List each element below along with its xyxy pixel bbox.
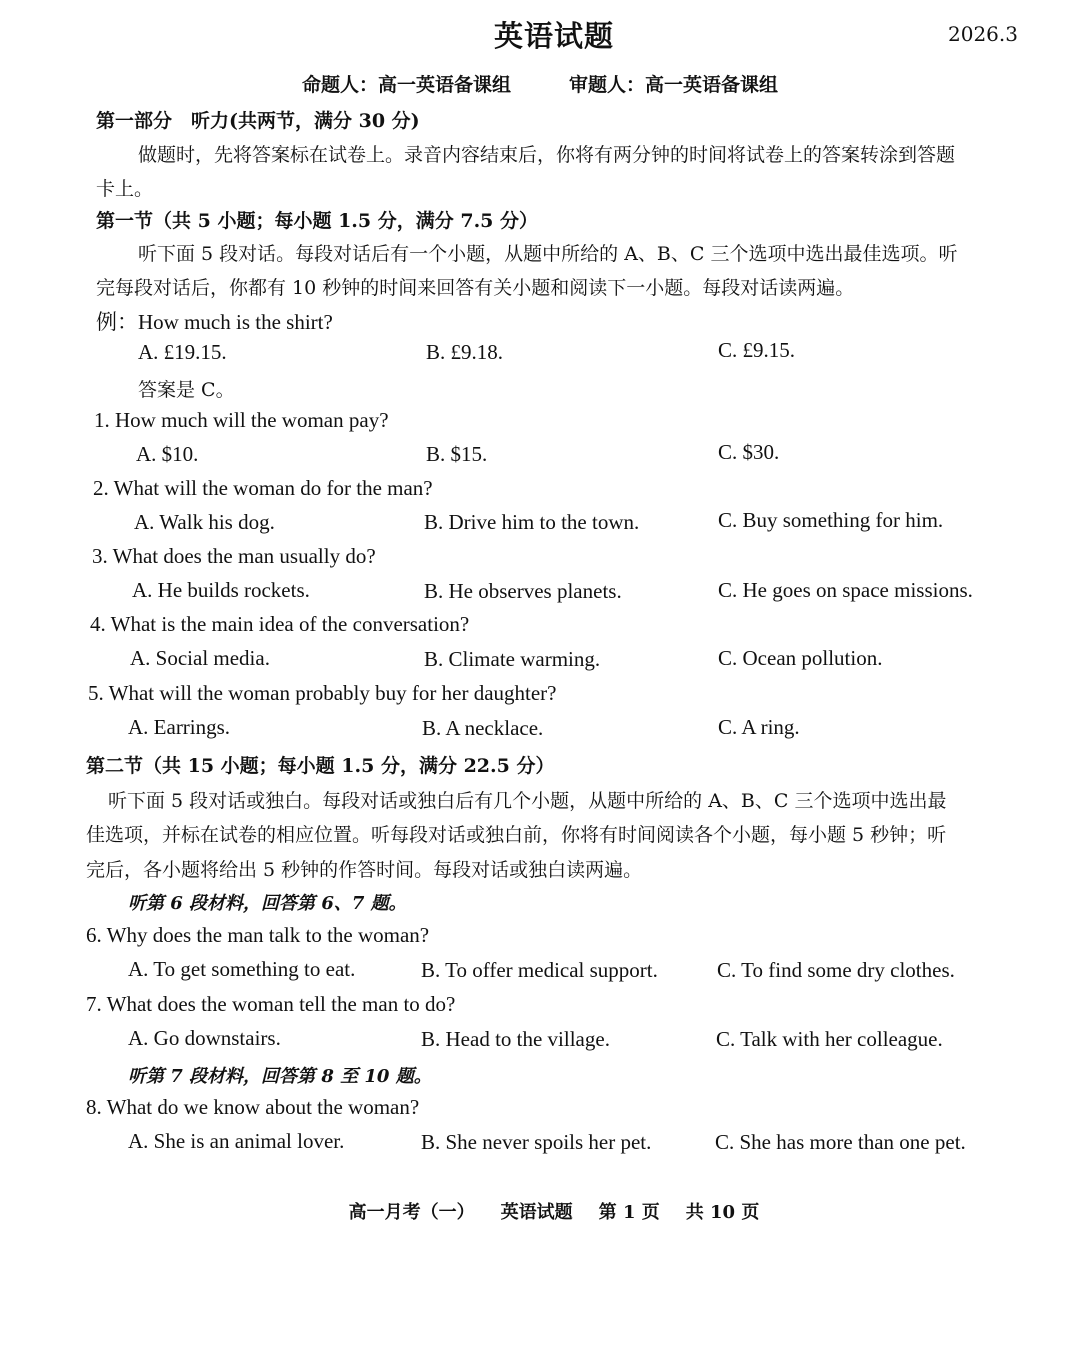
footer-subject: 英语试题 — [500, 1202, 573, 1223]
question-2: 2. What will the woman do for the man? — [93, 476, 433, 500]
question-4: 4. What is the main idea of the conversation? — [90, 612, 470, 636]
question-5-option-a: A. Earrings. — [128, 715, 231, 739]
question-1-option-c: C. $30. — [718, 440, 780, 464]
question-3-option-c: C. He goes on space missions. — [718, 578, 973, 602]
question-5: 5. What will the woman probably buy for her daughter? — [88, 681, 557, 705]
material-7-note: 听第 7 段材料，回答第 8 至 10 题。 — [128, 1066, 432, 1087]
question-3-option-a: A. He builds rockets. — [132, 578, 310, 602]
section1-heading: 第一节（共 5 小题；每小题 1.5 分，满分 7.5 分） — [96, 210, 539, 232]
example-option-a: A. £19.15. — [138, 340, 227, 364]
question-6-option-c: C. To find some dry clothes. — [717, 958, 955, 982]
example-option-c: C. £9.15. — [718, 338, 796, 362]
page-title: 英语试题 — [493, 19, 614, 53]
section2-heading: 第二节（共 15 小题；每小题 1.5 分，满分 22.5 分） — [86, 755, 555, 777]
footer-page: 第 1 页 — [598, 1202, 660, 1223]
question-7-option-c: C. Talk with her colleague. — [716, 1027, 943, 1051]
part1-instruction-line2: 卡上。 — [96, 178, 154, 200]
question-7: 7. What does the woman tell the man to do? — [86, 992, 456, 1016]
reviewer-label: 审题人：高一英语备课组 — [569, 74, 779, 96]
question-1: 1. How much will the woman pay? — [94, 408, 389, 432]
question-5-option-c: C. A ring. — [718, 715, 800, 739]
question-2-option-c: C. Buy something for him. — [718, 508, 944, 532]
footer-total: 共 10 页 — [685, 1202, 760, 1223]
question-3: 3. What does the man usually do? — [92, 544, 376, 568]
question-3-option-b: B. He observes planets. — [424, 579, 622, 603]
question-1-option-a: A. $10. — [136, 442, 199, 466]
question-2-option-a: A. Walk his dog. — [134, 510, 275, 534]
section2-instruction-line1: 听下面 5 段对话或独白。每段对话或独白后有几个小题，从题中所给的 A、B、C 三个选项中选出最 — [108, 790, 947, 812]
setter-label: 命题人：高一英语备课组 — [302, 74, 512, 96]
question-7-option-b: B. Head to the village. — [421, 1027, 610, 1051]
question-6: 6. Why does the man talk to the woman? — [86, 923, 430, 947]
footer-exam: 高一月考（一） — [348, 1202, 475, 1223]
question-4-option-a: A. Social media. — [130, 646, 270, 670]
section1-instruction-line2: 完每段对话后，你都有 10 秒钟的时间来回答有关小题和阅读下一小题。每段对话读两遍。 — [96, 277, 855, 299]
question-8-option-b: B. She never spoils her pet. — [421, 1130, 652, 1154]
section2-instruction-line2: 佳选项，并标在试卷的相应位置。听每段对话或独白前，你将有时间阅读各个小题，每小题 5 秒钟；听 — [86, 824, 947, 846]
material-6-note: 听第 6 段材料，回答第 6、7 题。 — [128, 893, 407, 914]
section1-instruction-line1: 听下面 5 段对话。每段对话后有一个小题，从题中所给的 A、B、C 三个选项中选出最佳选项。听 — [138, 243, 958, 265]
exam-date: 2026.3 — [948, 22, 1018, 46]
question-6-option-a: A. To get something to eat. — [128, 957, 356, 981]
question-7-option-a: A. Go downstairs. — [128, 1026, 281, 1050]
authors-line — [302, 70, 778, 97]
section2-instruction-line3: 完后，各小题将给出 5 秒钟的作答时间。每段对话或独白读两遍。 — [86, 859, 643, 881]
question-8: 8. What do we know about the woman? — [86, 1095, 420, 1119]
example-answer: 答案是 C。 — [138, 379, 235, 401]
question-2-option-b: B. Drive him to the town. — [424, 510, 640, 534]
question-4-option-c: C. Ocean pollution. — [718, 646, 883, 670]
question-1-option-b: B. $15. — [426, 442, 488, 466]
question-5-option-b: B. A necklace. — [422, 716, 544, 740]
question-8-option-a: A. She is an animal lover. — [128, 1129, 345, 1153]
page-footer — [0, 1198, 1080, 1224]
example-question: 例：How much is the shirt? — [96, 310, 333, 334]
question-8-option-c: C. She has more than one pet. — [715, 1130, 966, 1154]
example-option-b: B. £9.18. — [426, 340, 504, 364]
question-6-option-b: B. To offer medical support. — [421, 958, 658, 982]
part1-heading: 第一部分 听力(共两节，满分 30 分) — [96, 110, 420, 132]
question-4-option-b: B. Climate warming. — [424, 647, 601, 671]
part1-instruction-line1: 做题时，先将答案标在试卷上。录音内容结束后，你将有两分钟的时间将试卷上的答案转涂到答题 — [138, 144, 956, 166]
